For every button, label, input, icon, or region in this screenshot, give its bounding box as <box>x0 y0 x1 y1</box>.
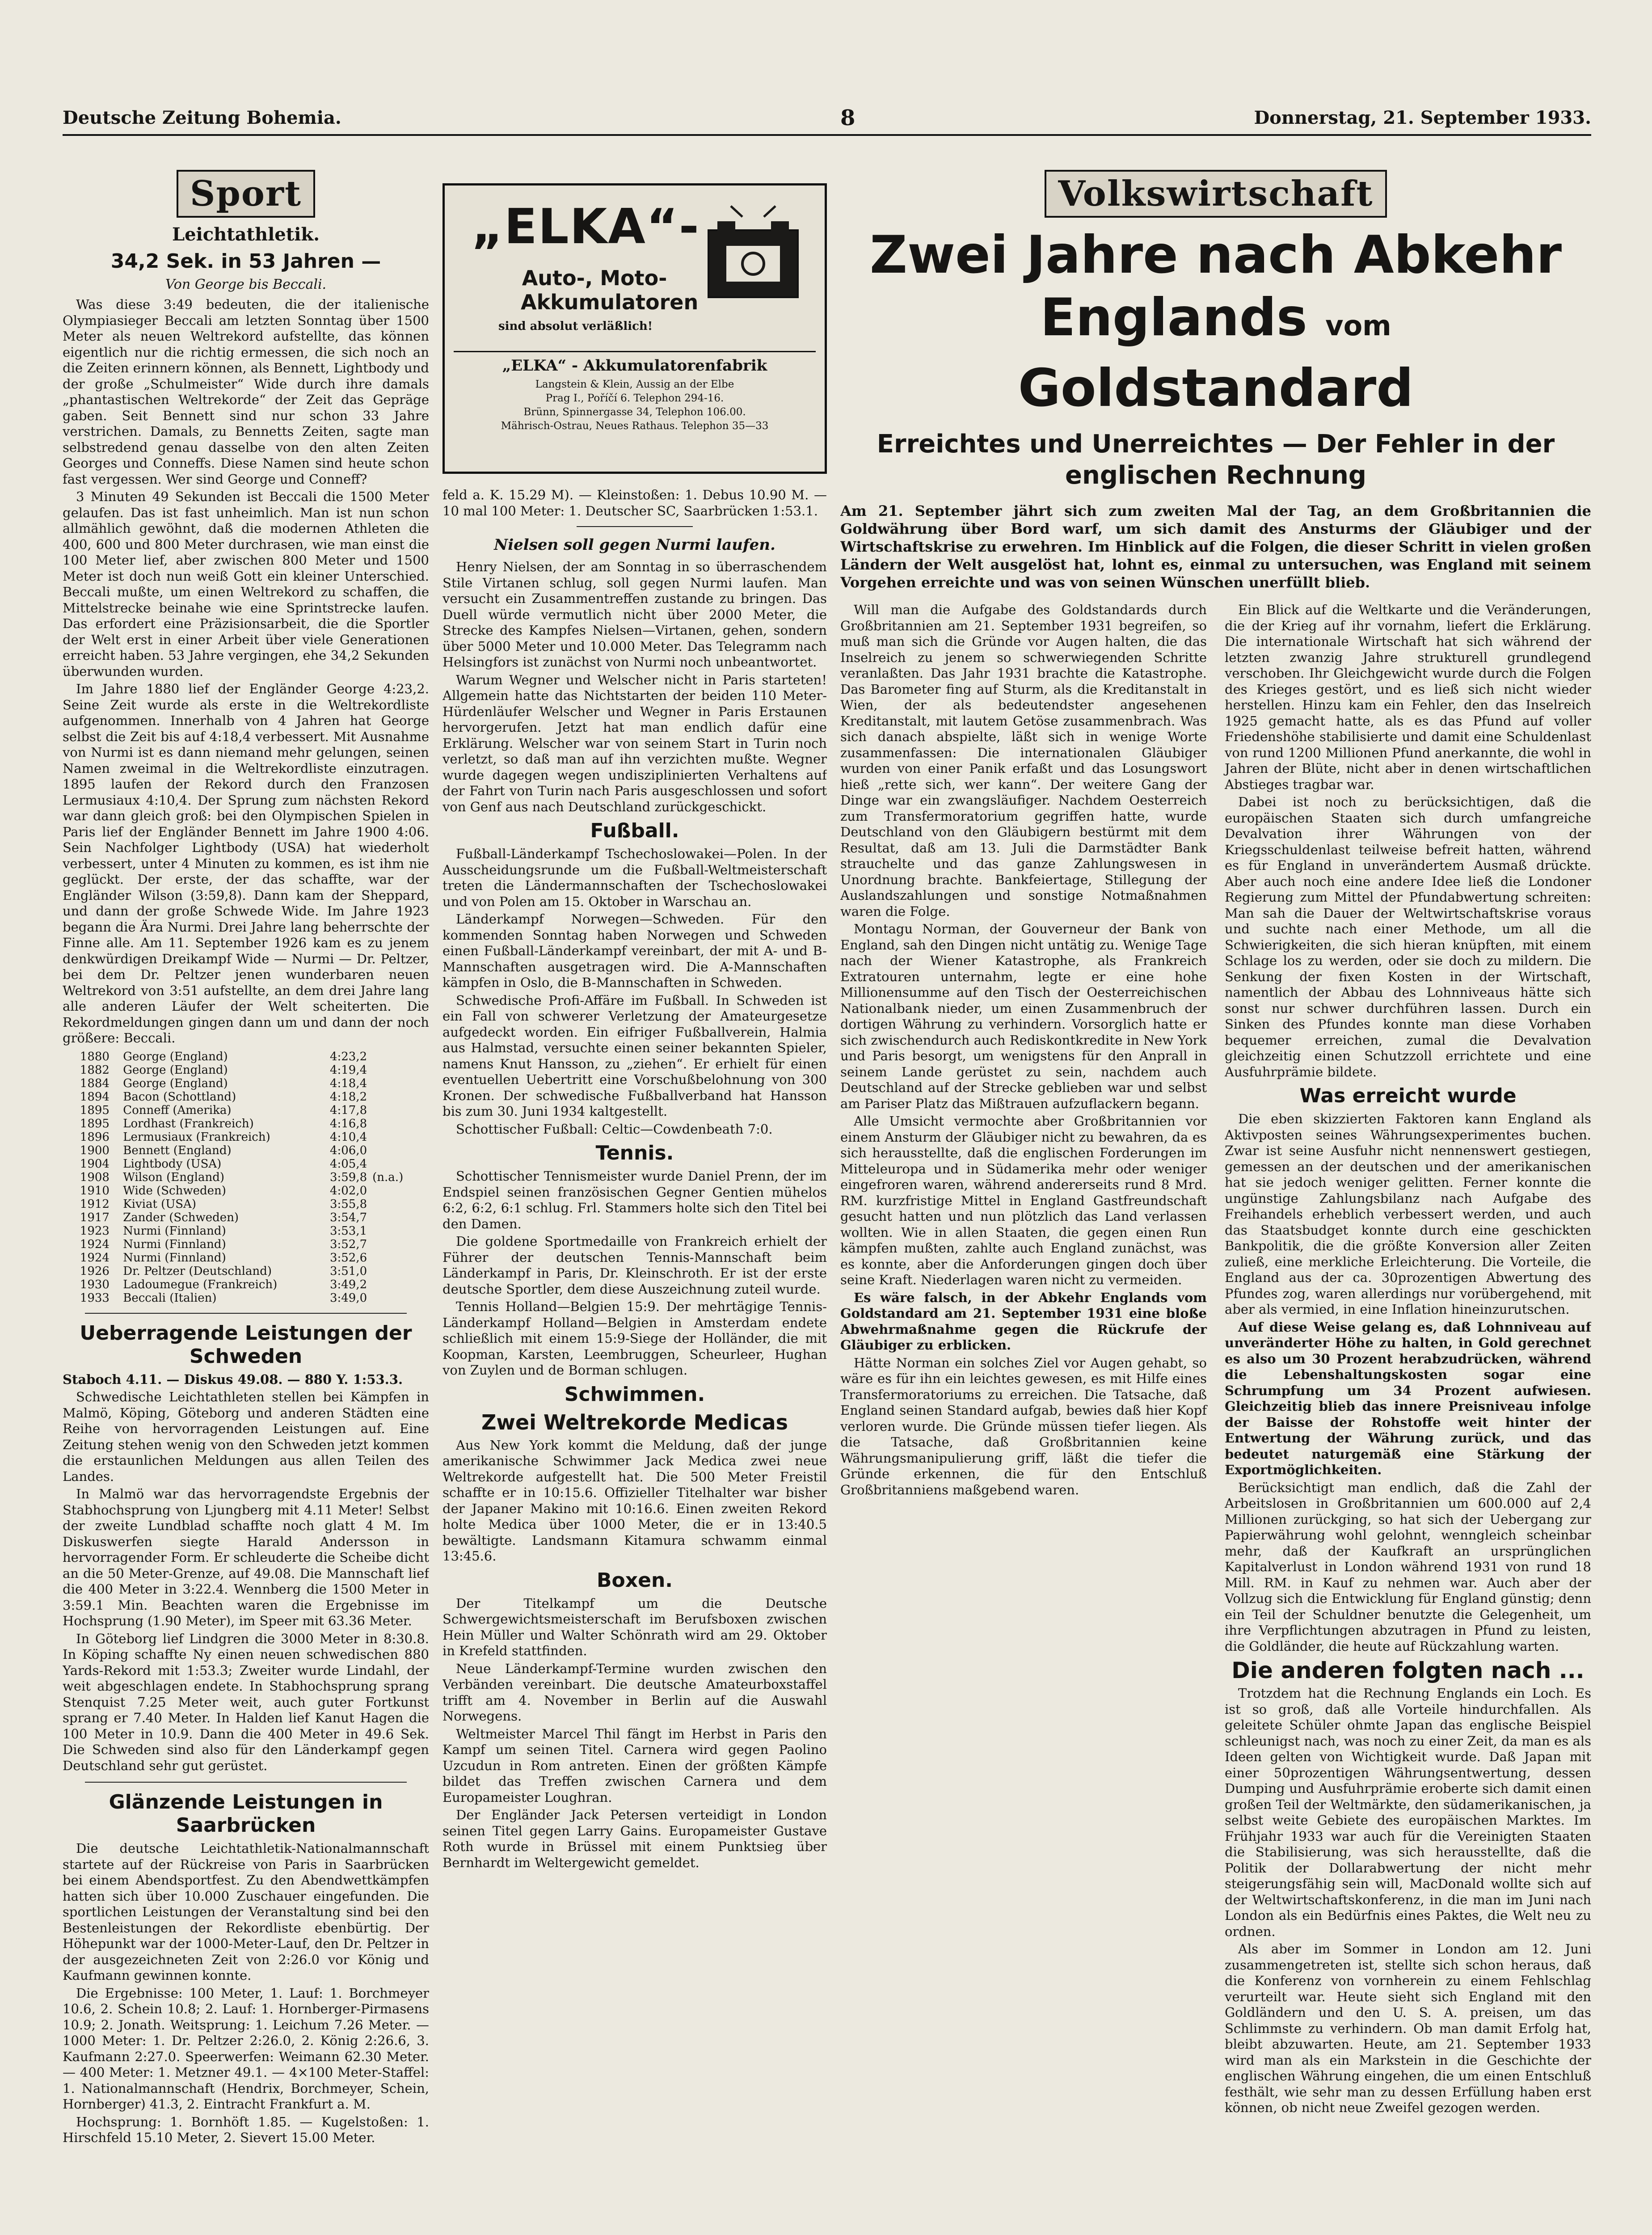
records-note <box>370 1077 414 1090</box>
economics-section <box>840 170 1591 2235</box>
ad-brand: „ELKA“- <box>472 199 700 255</box>
article-paragraph: Hochsprung: 1. Bornhöft 1.85. — Kugelstoßen: 1. Hirschfeld 15.10 Meter, 2. Sievert 15.00 Meter. <box>63 2114 429 2145</box>
records-note <box>370 1063 414 1077</box>
records-year: 1930 <box>80 1278 110 1291</box>
article-paragraph: Dabei ist noch zu berücksichtigen, daß die europäischen Staaten sich durch umfangreiche Devalvation ihrer Währungen von der Kriegsschuldenlast teilweise befreit hatten, während es für England in unverändertem Ausmaß drückte. Aber auch noch eine andere Idee ließ die Londoner Regierung zum Mittel der Pfundabwertung schreiten: Man sah die Dauer der Weltwirtschaftskrise voraus und suchte nach einer Methode, um all die Schwierigkeiten, die sich hieran knüpften, mit einem Schlage los zu werden, oder sie doch zu mildern. Die Senkung der fixen Kosten in der Wirtschaft, namentlich der Abbau des Lohnniveaus hätte sich sonst nur schwer durchführen lassen. Durch ein Sinken des Pfundes konnte man diese Vorhaben bequemer erreichen, zumal die Devalvation gleichzeitig einen Schutzzoll errichtete und eine Ausfuhrprämie bildete. <box>1225 794 1591 1080</box>
subheadline: Erreichtes und Unerreichtes — Der Fehler in der englischen Rechnung <box>877 430 1555 490</box>
headline-word: Goldstandard <box>1018 358 1414 418</box>
headline-1500m: 34,2 Sek. in 53 Jahren — <box>110 250 381 273</box>
elka-advertisement <box>442 183 827 474</box>
battery-icon <box>700 203 807 302</box>
records-row <box>77 1157 414 1171</box>
masthead-rule <box>63 134 1591 136</box>
article-paragraph: Als aber im Sommer in London am 12. Juni zusammengetreten ist, stellte sich schon heraus, daß die Konferenz von vornherein zu einem Fehlschlag verurteilt war. Heute sieht sich England mit den Goldländern und den U. S. A. preisen, um das Schlimmste zu verhindern. Ob man damit Erfolg hat, bleibt abzuwarten. Heute, am 21. September 1933 wird man als ein Markstein in die Geschichte der englischen Währung eingehen, die um einen Entschluß festhält, wie sehr man zu dessen Erfüllung haben erst können, ob nicht neue Zweifel gezogen werden. <box>1225 1941 1591 2115</box>
article-paragraph-bold: Es wäre falsch, in der Abkehr Englands vom Goldstandard am 21. September 1931 eine bloße Abwehrmaßnahme gegen die Rückrufe der Gläubiger zu erblicken. <box>840 1290 1207 1353</box>
econ-right-column <box>1225 602 1591 2118</box>
subsection-schwimmen: Schwimmen. <box>564 1383 705 1406</box>
article-paragraph: Tennis Holland—Belgien 15:9. Der mehrtägige Tennis-Länderkampf Holland—Belgien in Amsterdam endete schließlich mit einem 15:9-Siege der Holländer, die mit Koopman, Karsten, Leembruggen, Scheurleer, Hughan von Zuylen und de Borman schlugen. <box>442 1299 827 1378</box>
records-athlete: Ladoumegue (Frankreich) <box>123 1278 278 1291</box>
article-paragraph: Neue Länderkampf-Termine wurden zwischen den Verbänden vereinbart. Die deutsche Amateurboxstaffel trifft am 4. November in Berlin auf die Auswahl Norwegens. <box>442 1661 827 1724</box>
ad-address-line: Prag I., Poříčí 6. Telephon 294-16. <box>545 392 724 404</box>
article-paragraph: Der Titelkampf um die Deutsche Schwergewichtsmeisterschaft im Berufsboxen zwischen Hein Müller und Walter Schönrath wird am 29. Oktober in Krefeld stattfinden. <box>442 1595 827 1658</box>
records-athlete: Conneff (Amerika) <box>123 1103 232 1117</box>
article-paragraph: In Malmö war das hervorragendste Ergebnis der Stabhochsprung von Ljungberg mit 4.11 Meter! Selbst der zweite Lundblad schaffte noch glatt 4 M. Im Diskuswerfen siegte Harald Andersson in hervorragender Form. Er schleuderte die Scheibe dicht an die 50 Meter-Grenze, auf 49.08. Die Mannschaft lief die 400 Meter in 3:22.4. Wennberg die 1500 Meter in 3:59.1 Min. Beachten waren die Ergebnisse im Hochsprung (1.90 Meter), im Speer mit 63.36 Meter. <box>63 1486 429 1628</box>
records-row <box>77 1184 414 1198</box>
main-headline <box>840 224 1591 420</box>
article-paragraph: Länderkampf Norwegen—Schweden. Für den kommenden Sonntag haben Norwegen und Schweden einen Fußball-Länderkampf vereinbart, der mit A- und B-Mannschaften ausgetragen wird. Die A-Mannschaften kämpfen in Oslo, die B-Mannschaften in Schweden. <box>442 911 827 990</box>
article-paragraph: Schwedische Profi-Affäre im Fußball. In Schweden ist ein Fall von schwerer Verletzung der Amateurgesetze aufgedeckt worden. Ein eifriger Fußballverein, Halmia aus Halmstad, versuchte einen seiner bekannten Spieler, namens Knut Hansson, zu „ziehen“. Er erhielt für einen eventuellen Uebertritt eine Vorschußbelohnung von 300 Kronen. Der schwedische Fußballverband hat Hansson bis zum 30. Juni 1934 kaltgestellt. <box>442 992 827 1119</box>
ad-address-line: Langstein & Klein, Aussig an der Elbe <box>535 379 734 390</box>
records-time: 3:51,0 <box>329 1264 367 1278</box>
records-time: 4:06,0 <box>329 1143 367 1157</box>
records-row <box>77 1265 414 1278</box>
records-year: 1908 <box>80 1170 110 1184</box>
records-note <box>370 1144 414 1157</box>
records-note <box>370 1198 414 1211</box>
records-time: 3:52,7 <box>329 1237 367 1251</box>
records-year: 1924 <box>80 1237 110 1251</box>
records-time: 3:53,1 <box>329 1224 367 1238</box>
records-athlete: Dr. Peltzer (Deutschland) <box>123 1264 272 1278</box>
records-year: 1923 <box>80 1224 110 1238</box>
subsection-fussball: Fußball. <box>590 819 679 842</box>
headline-erreicht: Was erreicht wurde <box>1299 1084 1517 1107</box>
records-time: 4:16,8 <box>329 1117 367 1130</box>
article-paragraph: Aus New York kommt die Meldung, daß der junge amerikanische Schwimmer Jack Medica zwei neue Weltrekorde aufgestellt hat. Die 500 Meter Freistil schaffte er in 10:15.6. Offizieller Titelhalter war bisher der Japaner Makino mit 10:16.6. Einen zweiten Rekord holte Medica über 1000 Meter, die er in 13:40.5 bewältigte. Landsmann Kitamura schwamm einmal 13:45.6. <box>442 1437 827 1564</box>
records-row <box>77 1104 414 1117</box>
article-paragraph: Alle Umsicht vermochte aber Großbritannien vor einem Ansturm der Gläubiger nicht zu bewahren, da es sich herausstellte, daß die englischen Forderungen im Mitteleuropa und in Südamerika mehr oder weniger eingefroren waren, während andererseits rund 8 Mrd. RM. kurzfristige Mittel in England Gastfreundschaft gesucht hatten und nun plötzlich das Land verlassen wollten. Wie in allen Staaten, die gegen einen Run kämpfen mußten, zahlte auch England zunächst, was es konnte, aber die Anforderungen gingen doch über seine Kraft. Niederlagen waren nicht zu vermeiden. <box>840 1113 1207 1287</box>
records-year: 1884 <box>80 1076 110 1090</box>
records-athlete: Bacon (Schottland) <box>123 1090 236 1104</box>
records-row <box>77 1211 414 1224</box>
records-note <box>370 1265 414 1278</box>
records-time: 4:05,4 <box>329 1157 367 1171</box>
records-note <box>370 1117 414 1130</box>
records-year: 1895 <box>80 1103 110 1117</box>
headline-medica: Zwei Weltrekorde Medicas <box>481 1410 788 1434</box>
divider <box>85 1313 407 1314</box>
article-paragraph: Hätte Norman ein solches Ziel vor Augen gehabt, so wäre es für ihn ein leichtes gewesen, es mit Hilfe eines Transfermoratoriums zu erreichen. Die Tatsache, daß England seinen Standard aufgab, bewies daß hier Kopf verloren wurde. Die Gründe müssen tiefer liegen. Als die Tatsache, daß Großbritannien keine Währungsmanipulierung griff, läßt die tiefer die Gründe erkennen, die für den Entschluß Großbritanniens maßgebend waren. <box>840 1355 1207 1497</box>
article-paragraph-bold: Auf diese Weise gelang es, daß Lohnniveau auf unveränderter Höhe zu halten, in Gold gerechnet es also um 30 Prozent herabzudrücken, während die Lebenshaltungskosten sogar eine Schrumpfung um 34 Prozent aufwiesen. Gleichzeitig blieb das innere Preisniveau infolge der Baisse der Rohstoffe weit hinter der Entwertung der Währung zurück, und das bedeutet naturgemäß eine Stärkung der Exportmöglichkeiten. <box>1225 1319 1591 1477</box>
article-paragraph: Die eben skizzierten Faktoren kann England als Aktivposten seines Währungsexperimentes buchen. Zwar ist seine Ausfuhr nicht nennenswert gestiegen, gemessen an der deutschen und der amerikanischen hat sie jedoch weniger gelitten. Ferner konnte die ungünstige Zahlungsbilanz nach Aufgabe des Freihandels erheblich verbessert werden, und auch das Staatsbudget konnte durch eine geschickten Bankpolitik, die die größte Konversion aller Zeiten zuließ, eine merkliche Erleichterung. Die Vorteile, die England aus der ca. 30prozentigen Abwertung des Pfundes zog, waren allerdings nur vorübergehend, mit aber als vermied, in eine Inflation hineinzurutschen. <box>1225 1111 1591 1317</box>
records-note <box>370 1278 414 1291</box>
records-year: 1895 <box>80 1117 110 1130</box>
article-paragraph: feld a. K. 15.29 M). — Kleinstoßen: 1. Debus 10.90 M. — 10 mal 100 Meter: 1. Deutscher SC, Saarbrücken 1:53.1. <box>442 487 827 519</box>
records-row <box>77 1171 414 1184</box>
records-time: 4:18,2 <box>329 1090 367 1104</box>
headline-word: vom <box>1325 309 1391 342</box>
records-athlete: George (England) <box>123 1076 228 1090</box>
article-paragraph: Schottischer Tennismeister wurde Daniel Prenn, der im Endspiel seinen französischen Gegner Gentien mühelos 6:2, 6:2, 6:1 schlug. Frl. Stammers holte sich den Titel bei den Damen. <box>442 1168 827 1231</box>
ad-slogan: sind absolut verläßlich! <box>498 320 653 333</box>
article-paragraph: 3 Minuten 49 Sekunden ist Beccali die 1500 Meter gelaufen. Das ist fast unheimlich. Man ist nun schon allmählich gewöhnt, daß die modernen Athleten die 400, 600 und 800 Meter durchrasen, wie man einst die 100 Meter lief, aber zwischen 800 Meter und 1500 Meter ist doch nun weiß Gott ein kleiner Unterschied. Beccali mußte, um einen Weltrekord zu schaffen, die Mittelstrecke beinahe wie eine Sprintstrecke laufen. Das erfordert eine Präzisionsarbeit, die die Sportler der Welt erst in einer Arbeit über viele Generationen erreicht haben. 53 Jahre vergingen, ehe 34,2 Sekunden überwunden wurden. <box>63 489 429 679</box>
records-athlete: Lermusiaux (Frankreich) <box>123 1130 270 1144</box>
records-row <box>77 1117 414 1130</box>
headline-schweden: Ueberragende Leistungen der Schweden <box>80 1321 412 1368</box>
records-athlete: Kiviat (USA) <box>123 1197 196 1211</box>
records-year: 1896 <box>80 1130 110 1144</box>
records-row <box>77 1063 414 1077</box>
records-athlete: Lightbody (USA) <box>123 1157 222 1171</box>
records-note <box>370 1238 414 1251</box>
headline-line <box>840 287 1591 420</box>
records-row <box>77 1291 414 1305</box>
article-paragraph: Schottischer Fußball: Celtic—Cowdenbeath 7:0. <box>456 1121 773 1137</box>
middle-column <box>442 487 827 2235</box>
records-row <box>77 1251 414 1265</box>
records-year: 1933 <box>80 1291 110 1305</box>
records-time: 4:10,4 <box>329 1130 367 1144</box>
records-year: 1910 <box>80 1184 110 1198</box>
article-paragraph: Henry Nielsen, der am Sonntag in so überraschendem Stile Virtanen schlug, soll gegen Nurmi laufen. Man versucht ein Zusammentreffen zustande zu bringen. Das Duell würde vermutlich nicht über 2000 Meter, die Strecke des Kampfes Nielsen—Virtanen, gehen, sondern über 5000 Meter und 10.000 Meter. Das Telegramm nach Helsingfors ist zunächst von Nurmi noch unbeantwortet. <box>442 559 827 670</box>
records-time: 3:49,2 <box>329 1278 367 1291</box>
records-note <box>370 1224 414 1238</box>
records-row <box>77 1198 414 1211</box>
masthead <box>63 107 1591 143</box>
article-paragraph: Schwedische Leichtathleten stellen bei Kämpfen in Malmö, Köping, Göteborg und anderen Städten eine Reihe von hervorragenden Leistungen auf. Eine Zeitung stehen wenig von den Schweden jetzt kommen die erstaunlichen Meldungen aus allen Teilen des Landes. <box>63 1389 429 1484</box>
records-note: (n.a.) <box>372 1170 404 1184</box>
article-paragraph: Die deutsche Leichtathletik-Nationalmannschaft startete auf der Rückreise von Paris in Saarbrücken bei einem Abendsportfest. Zu den Abendwettkämpfen hatten sich über 10.000 Zuschauer eingefunden. Die sportlichen Leistungen der Veranstaltung sind bei den Bestenleistungen der Rekordliste ebenbürtig. Der Höhepunkt war der 1000-Meter-Lauf, den Dr. Peltzer in der ausgezeichneten Zeit von 2:26.0 vor König und Kaufmann gewinnen konnte. <box>63 1841 429 1983</box>
article-paragraph: In Göteborg lief Lindgren die 3000 Meter in 8:30.8. In Köping schaffte Ny einen neuen schwedischen 880 Yards-Rekord mit 1:53.3; Zweiter wurde Lindahl, der weit abgeschlagen endete. In Stabhochsprung sprang Stenquist 7.25 Meter weit, auch guter Fortkunst sprang er 7.40 Meter. In Halden lief Kanut Hagen die 100 Meter in 10.9. Dann die 400 Meter in 49.6 Sek. Die Schweden sind also für den Länderkampf gegen Deutschland sehr gut gerüstet. <box>63 1631 429 1773</box>
records-athlete: Nurmi (Finnland) <box>123 1237 226 1251</box>
article-paragraph: Warum Wegner und Welscher nicht in Paris starteten! Allgemein hatte das Nichtstarten der beiden 110 Meter-Hürdenläufer Welscher und Wegner in Paris Erstaunen hervorgerufen. Jetzt hat man endlich dafür eine Erklärung. Welscher war von seinem Start in Turin noch verletzt, so daß man auf ihn verzichten mußte. Wegner wurde dagegen wegen undisziplinierten Verhaltens auf der Fahrt von Turin nach Paris ausgeschlossen und sofort von Genf aus nach Deutschland zurückgeschickt. <box>442 672 827 814</box>
headline-andere: Die anderen folgten nach ... <box>1231 1657 1585 1683</box>
records-note <box>370 1157 414 1171</box>
two-column-body <box>840 602 1591 2115</box>
records-row <box>77 1077 414 1090</box>
paper-name: Deutsche Zeitung Bohemia. <box>63 107 341 128</box>
records-table <box>77 1050 414 1305</box>
records-year: 1900 <box>80 1143 110 1157</box>
records-note <box>370 1104 414 1117</box>
ad-product-line: Auto-, Moto- <box>522 266 667 290</box>
records-note <box>370 1050 414 1063</box>
records-athlete: Zander (Schweden) <box>123 1210 239 1224</box>
records-athlete: Wilson (England) <box>123 1170 224 1184</box>
article-paragraph: Fußball-Länderkampf Tschechoslowakei—Polen. In der Ausscheidungsrunde um die Fußball-Weltmeisterschaft treten die Ländermannschaften der Tschechoslowakei und von Polen am 15. Oktober in Warschau an. <box>442 846 827 909</box>
records-note <box>370 1211 414 1224</box>
divider <box>85 1782 407 1783</box>
records-row <box>77 1238 414 1251</box>
ad-maker: „ELKA“ - Akkumulatorenfabrik <box>454 351 816 375</box>
article-paragraph: Die Ergebnisse: 100 Meter, 1. Lauf: 1. Borchmeyer 10.6, 2. Schein 10.8; 2. Lauf: 1. Hornberger-Pirmasens 10.9; 2. Jonath. Weitsprung: 1. Leichum 7.26 Meter. — 1000 Meter: 1. Dr. Peltzer 2:26.0, 2. König 2:26.6, 3. Kaufmann 2:27.0. Speerwerfen: Weimann 62.30 Meter. — 400 Meter: 1. Metzner 49.1. — 4×100 Meter-Staffel: 1. Nationalmannschaft (Hendrix, Borchmeyer, Schein, Hornberger) 41.3, 2. Eintracht Frankfurt a. M. <box>63 1985 429 2112</box>
records-athlete: Nurmi (Finnland) <box>123 1251 226 1265</box>
records-year: 1894 <box>80 1090 110 1104</box>
records-year: 1882 <box>80 1063 110 1077</box>
records-note <box>370 1090 414 1104</box>
headline-word: Englands <box>1040 287 1307 348</box>
records-year: 1924 <box>80 1251 110 1265</box>
records-athlete: Wide (Schweden) <box>123 1184 226 1198</box>
article-lead: Staboch 4.11. — Diskus 49.08. — 880 Y. 1:53.3. <box>63 1371 403 1387</box>
records-athlete: Bennett (England) <box>123 1143 232 1157</box>
records-time: 3:52,6 <box>329 1251 367 1265</box>
records-note <box>370 1251 414 1265</box>
records-athlete: George (England) <box>123 1050 228 1063</box>
article-paragraph: Im Jahre 1880 lief der Engländer George 4:23,2. Seine Zeit wurde als erste in die Weltrekordliste aufgenommen. Innerhalb von 4 Jahren hat George selbst die Zeit bis auf 4:18,4 verbessert. Mit Ausnahme von Nurmi ist es dann niemand mehr gelungen, seinen Namen zweimal in die Weltrekordliste einzutragen. 1895 laufen der Rekord durch den Franzosen Lermusiaux 4:10,4. Der Sprung zum nächsten Rekord war dann gleich groß: bei den Olympischen Spielen in Paris lief der Engländer Bennett im Jahre 1900 4:06. Sein Nachfolger Lightbody (USA) hat wiederholt verbessert, unter 4 Minuten zu kommen, es ist ihm nie geglückt. Der erste, der das schaffte, war der Engländer Wilson (3:59,8). Dann kam der Sheppard, und dann der große Schwede Wide. Im Jahre 1923 begann die Ära Nurmi. Drei Jahre lang beherrschte der Finne alle. Am 11. September 1926 kam es zu jenem denkwürdigen Dreikampf Wide — Nurmi — Dr. Peltzer, bei dem Dr. Peltzer jenen wunderbaren neuen Weltrekord von 3:51 aufstellte, an dem drei Jahre lang alle anderen Läufer der Welt scheiterten. Die Rekordmeldungen gingen dann um und dann der noch größere: Beccali. <box>63 681 429 1046</box>
records-time: 3:59,8 <box>329 1170 367 1184</box>
ad-product-line: Akkumulatoren <box>521 290 699 314</box>
records-row <box>77 1144 414 1157</box>
subsection-boxen: Boxen. <box>596 1569 673 1592</box>
records-row <box>77 1278 414 1291</box>
subsection-tennis: Tennis. <box>595 1142 674 1164</box>
records-time: 3:49,0 <box>329 1291 367 1305</box>
records-note <box>370 1130 414 1144</box>
article-paragraph: Berücksichtigt man endlich, daß die Zahl der Arbeitslosen in Großbritannien um 600.000 auf 2,4 Millionen zurückging, so hat sich der Uebergang zur Papierwährung wohl gelohnt, wenngleich scheinbar mehr, daß der Kaufkraft an ursprünglichen Kapitalverlust in London während 1931 von rund 18 Mill. RM. in Kauf zu nehmen war. Auch aber der Vollzug sich die Entwicklung für England günstig; denn ein Teil der Schuldner benutzte die Gelegenheit, um ihre Verpflichtungen abzutragen in Pfund zu leisten, die Goldländer, die heute auf Rückzahlung warten. <box>1225 1480 1591 1654</box>
section-title-volkswirtschaft <box>840 170 1591 218</box>
article-paragraph: Was diese 3:49 bedeuten, die der italienische Olympiasieger Beccali am letzten Sonntag über 1500 Meter als neuen Weltrekord aufstellte, das können eigentlich nur die richtig ermessen, die sich noch an die Zeiten erinnern können, als Bennett, Lightbody und der große „Schulmeister“ Wide durch ihre damals „phantastischen Weltrekorde“ der Zeit das Gepräge gaben. Seit Bennett sind nur schon 33 Jahre verstrichen. Damals, zu Bennetts Zeiten, sagte man selbstredend genau dasselbe von den alten Zeiten Georges und Conneffs. Diese Namen sind heute schon fast vergessen. Wer sind George und Conneff? <box>63 297 429 487</box>
records-athlete: Beccali (Italien) <box>123 1291 217 1305</box>
article-paragraph: Trotzdem hat die Rechnung Englands ein Loch. Es ist so groß, daß alle Vorteile hindurchfallen. Als geleitete Schüler ohmte Japan das englische Beispiel schleunigst nach, was noch zu einer Zeit, da man es als Ideen gelten von Wichtigkeit wurde. Daß Japan mit einer 50prozentigen Währungsentwertung, dessen Dumping und Ausfuhrprämie eroberte sich damit einen großen Teil der Weltmärkte, den südamerikanischen, ja selbst weite Gebiete des europäischen Marktes. Im Frühjahr 1933 war auch für die Vereinigten Staaten die Stabilisierung, was sich herausstellte, daß die Politik der Dollarabwertung der nicht mehr steigerungsfähig sein will, MacDonald wollte sich auf der Weltwirtschaftskonferenz, in die man im Juni nach London als ein Bedürfnis eines Paktes, die Welt neu zu ordnen. <box>1225 1686 1591 1939</box>
records-row <box>77 1090 414 1104</box>
article-lead: Am 21. September jährt sich zum zweiten Mal der Tag, an dem Großbritannien die Goldwährung über Bord warf, um sich damit des Ansturms der Gläubiger und der Wirtschaftskrise zu erwehren. Im Hinblick auf die Folgen, die dieser Schritt in vielen großen Ländern der Welt ausgelöst hat, lohnt es, einmal zu untersuchen, was England mit seinem Vorgehen erreichte und was von seinen Wünschen unerfüllt blieb. <box>840 502 1591 591</box>
sport-column <box>63 170 429 2235</box>
records-athlete: George (England) <box>123 1063 228 1077</box>
records-time: 4:18,4 <box>329 1076 367 1090</box>
section-label-volkswirtschaft: Volkswirtschaft <box>1045 170 1386 218</box>
records-year: 1912 <box>80 1197 110 1211</box>
section-title-sport <box>63 170 429 218</box>
headline-saarbruecken: Glänzende Leistungen in Saarbrücken <box>109 1791 383 1837</box>
article-paragraph: Die goldene Sportmedaille von Frankreich erhielt der Führer der deutschen Tennis-Mannschaft beim Länderkampf in Paris, Dr. Kleinschroth. Er ist der erste deutsche Sportler, dem diese Auszeichnung zuteil wurde. <box>442 1234 827 1297</box>
records-row <box>77 1050 414 1063</box>
records-year: 1880 <box>80 1050 110 1063</box>
headline-line: Zwei Jahre nach Abkehr <box>869 225 1562 285</box>
article-paragraph: Der Engländer Jack Petersen verteidigt in London seinen Titel gegen Larry Gains. Europameister Gustave Roth wurde in Brüssel mit einem Punktsieg über Bernhardt im Weltergewicht gemeldet. <box>442 1807 827 1870</box>
records-year: 1917 <box>80 1210 110 1224</box>
section-label-sport: Sport <box>177 170 315 218</box>
records-time: 4:23,2 <box>329 1050 367 1063</box>
page-number: 8 <box>840 105 856 131</box>
records-year: 1904 <box>80 1157 110 1171</box>
records-athlete: Nurmi (Finnland) <box>123 1224 226 1238</box>
article-paragraph: Ein Blick auf die Weltkarte und die Veränderungen, die der Krieg auf ihr vornahm, liefert die Erklärung. Die internationale Wirtschaft hat sich während der letzten zwanzig Jahre strukturell grundlegend verschoben. Ihr Gleichgewicht wurde durch die Folgen des Krieges gestört, und es ließ sich nicht wieder herstellen. Hinzu kam ein Fehler, den das Inselreich 1925 gemacht hatte, als es das Pfund auf voller Friedenshöhe stabilisierte und damit eine Schuldenlast von rund 1200 Millionen Pfund anerkannte, die wohl in Jahren der Blüte, nicht aber in denen wirtschaftlichen Abstieges tragbar war. <box>1225 602 1591 792</box>
records-athlete: Lordhast (Frankreich) <box>123 1117 254 1130</box>
ad-address-block <box>454 378 816 433</box>
headline-nielsen: Nielsen soll gegen Nurmi laufen. <box>494 536 775 554</box>
records-time: 3:54,7 <box>329 1210 367 1224</box>
econ-left-column <box>840 602 1207 1500</box>
subsection-leichtathletik: Leichtathletik. <box>172 224 320 245</box>
records-note <box>370 1184 414 1198</box>
article-paragraph: Montagu Norman, der Gouverneur der Bank von England, sah den Dingen nicht untätig zu. Wenige Tage nach der Wiener Katastrophe, als Frankreich Extratouren unternahm, legte er eine hohe Millionensumme auf den Tisch der Oesterreichischen Nationalbank nieder, um einen Zusammenbruch der dortigen Währung zu verhindern. Vorsorglich hatte er sich zwischendurch auch Rediskontkredite in New York und Paris besorgt, um wenigstens für den Anprall in seinem Lande gerüstet zu sein, nachdem auch Deutschland auf der Strecke geblieben war und selbst am Pariser Platz das Mißtrauen aufzuflackern begann. <box>840 921 1207 1111</box>
byline: Von George bis Beccali. <box>165 277 327 292</box>
records-time: 3:55,8 <box>329 1197 367 1211</box>
divider <box>577 526 693 527</box>
ad-product <box>521 266 699 314</box>
records-time: 4:17,8 <box>329 1103 367 1117</box>
ad-address-line: Brünn, Spinnergasse 34, Telephon 106.00. <box>523 406 746 418</box>
records-note <box>370 1291 414 1305</box>
records-row <box>77 1224 414 1238</box>
records-row <box>77 1130 414 1144</box>
records-time: 4:02,0 <box>329 1184 367 1198</box>
article-paragraph: Weltmeister Marcel Thil fängt im Herbst in Paris den Kampf um seinen Titel. Carnera wird gegen Paolino Uzcudun in Rom antreten. Einen der größten Kämpfe bildet das Treffen zwischen Carnera und dem Europameister Loughran. <box>442 1726 827 1805</box>
records-year: 1926 <box>80 1264 110 1278</box>
issue-date: Donnerstag, 21. September 1933. <box>1254 107 1591 128</box>
article-paragraph: Will man die Aufgabe des Goldstandards durch Großbritannien am 21. September 1931 begreifen, so muß man sich die Gründe vor Augen halten, die das Inselreich zu jenem so schwerwiegenden Schritte veranlaßten. Das Jahr 1931 brachte die Katastrophe. Das Barometer fing auf Sturm, als die Kreditanstalt in Wien, der als bedeutendster angesehenen Kreditanstalt, mit lautem Getöse zusammenbrach. Was sich danach abspielte, läßt sich in wenige Worte zusammenfassen: Die internationalen Gläubiger wurden von einer Panik erfaßt und das Losungswort hieß „rette sich, wer kann“. Der weitere Gang der Dinge war ein zwangsläufiger. Nachdem Oesterreich zum Transfermoratorium gegriffen hatte, wurde Deutschland von den Gläubigern bestürmt mit dem Resultat, daß am 13. Juli die Darmstädter Bank strauchelte und das ganze Zahlungswesen in Unordnung brachte. Bankfeiertage, Stillegung der Auslandszahlungen und sonstige Notmaßnahmen waren die Folge. <box>840 602 1207 919</box>
records-time: 4:19,4 <box>329 1063 367 1077</box>
ad-address-line: Mährisch-Ostrau, Neues Rathaus. Telephon 35—33 <box>501 420 769 432</box>
